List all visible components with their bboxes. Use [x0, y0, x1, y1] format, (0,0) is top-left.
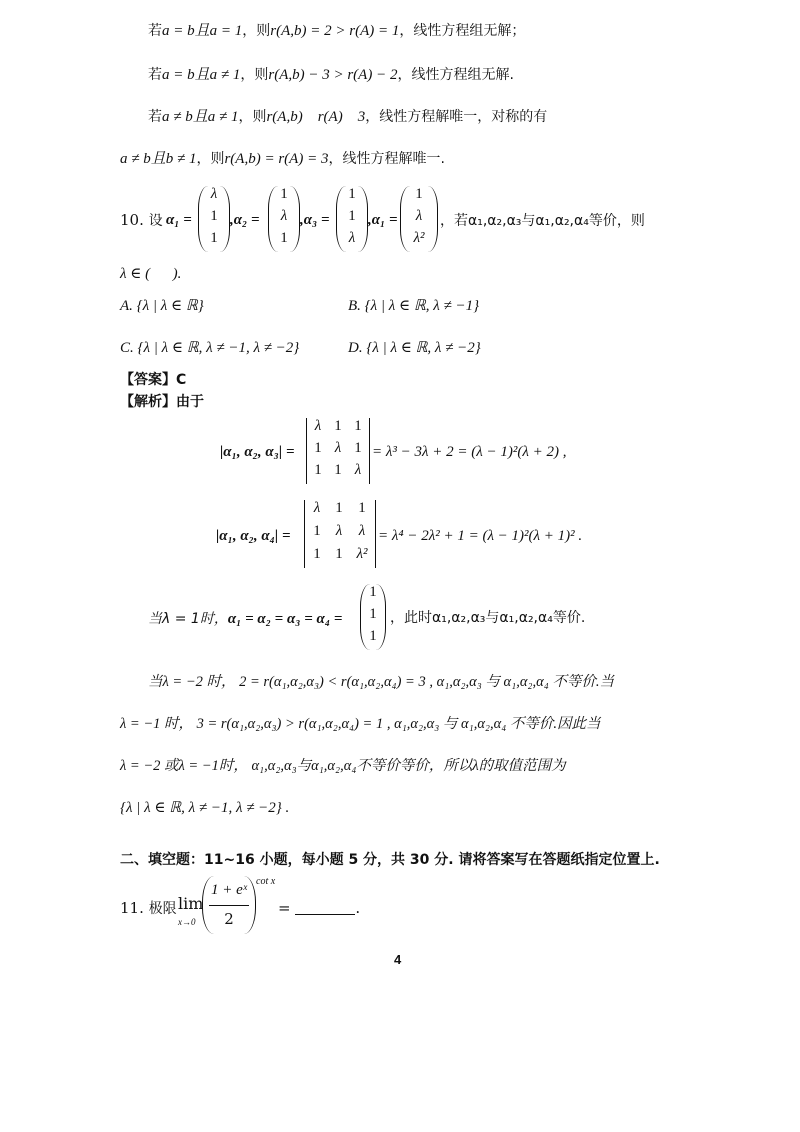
q10-option-a: A. {λ | λ ∈ ℝ} — [120, 298, 204, 314]
q11-fraction-bar — [209, 905, 249, 906]
det2-result: = λ⁴ − 2λ² + 1 = (λ − 1)²(λ + 1)² . — [378, 528, 583, 544]
answer-label: 【答案】C — [120, 372, 187, 388]
q10-stem: λ ∈ ( ). — [120, 266, 182, 282]
det1-label: |α₁, α₂, α₃| = — [220, 444, 295, 460]
case3-line: λ = −1 时， 3 = r(α₁,α₂,α₃) > r(α₁,α₂,α₄) = 1 , α₁,α₂,α₃ 与 α₁,α₂,α₄ 不等价.因此当 — [120, 716, 601, 732]
q10-a3-label: ,α₃ = — [300, 212, 330, 228]
case2-line: 当λ = −2 时， 2 = r(α₁,α₂,α₃) < r(α₁,α₂,α₄) = 3 , α₁,α₂,α₃ 与 α₁,α₂,α₄ 不等价.当 — [148, 674, 615, 690]
q10-a2-label: ,α₂ = — [230, 212, 260, 228]
section-heading: 二、填空题：11~16 小题，每小题 5 分，共 30 分. 请将答案写在答题纸指定位置上. — [120, 852, 660, 868]
intro-line-1: 若a = b且a = 1，则r(A,b) = 2 > r(A) = 1，线性方程组无解； — [148, 23, 526, 39]
analysis-label: 【解析】由于 — [120, 394, 204, 410]
q10-vector-a1: λ 1 1 — [198, 186, 230, 252]
q11-paren: 1 + eˣ 2 — [202, 876, 256, 934]
q10-option-d: D. {λ | λ ∈ ℝ, λ ≠ −2} — [348, 340, 481, 356]
case1-text: 当λ = 1时，α₁ = α₂ = α₃ = α₄ = — [148, 611, 343, 627]
case4-line: λ = −2 或λ = −1时， α₁,α₂,α₃与α₁,α₂,α₄不等价等价，所以λ的取值范围为 — [120, 758, 566, 774]
det1-result: = λ³ − 3λ + 2 = (λ − 1)²(λ + 2) , — [372, 444, 567, 460]
q10-vector-a2: 1 λ 1 — [268, 186, 300, 252]
q10-a1-label: α₁ = — [166, 212, 192, 228]
q11-lim-sub: x→0 — [178, 917, 196, 927]
case1-tail: ，此时α₁,α₂,α₃与α₁,α₂,α₄等价. — [390, 610, 586, 626]
range-line: {λ | λ ∈ ℝ, λ ≠ −1, λ ≠ −2} . — [120, 800, 290, 816]
page-number: 4 — [394, 952, 402, 967]
q10-option-b: B. {λ | λ ∈ ℝ, λ ≠ −1} — [348, 298, 480, 314]
intro-line-4: a ≠ b且b ≠ 1，则r(A,b) = r(A) = 3，线性方程解唯一. — [120, 151, 445, 167]
intro-line-3: 若a ≠ b且a ≠ 1，则r(A,b) r(A) 3，线性方程解唯一，对称的有 — [148, 109, 548, 125]
det2-matrix: λ 1 1 1 λ λ 1 1 λ² — [304, 500, 376, 568]
q10-a4-label: ,α₁ = — [368, 212, 398, 228]
q10-vector-a3: 1 1 λ — [336, 186, 368, 252]
q11-answer: = . — [278, 899, 361, 917]
q11-exponent: cot x — [256, 876, 276, 887]
q10-condition: ，若α₁,α₂,α₃与α₁,α₂,α₄等价，则 — [440, 213, 645, 229]
q10-option-c: C. {λ | λ ∈ ℝ, λ ≠ −1, λ ≠ −2} — [120, 340, 300, 356]
intro-line-2: 若a = b且a ≠ 1，则r(A,b) − 3 > r(A) − 2，线性方程组无解. — [148, 67, 514, 83]
q10-number: 10. 设 — [120, 211, 163, 229]
det2-label: |α₁, α₂, α₄| = — [216, 528, 291, 544]
q11-blank[interactable] — [295, 900, 355, 915]
q11-lim: lim — [178, 894, 204, 913]
q10-vector-a4: 1 λ λ² — [400, 186, 438, 252]
case1-vector: 1 1 1 — [360, 584, 386, 650]
det1-matrix: λ 1 1 1 λ 1 1 1 λ — [306, 418, 370, 484]
q11-lead: 11. 极限 — [120, 899, 177, 917]
